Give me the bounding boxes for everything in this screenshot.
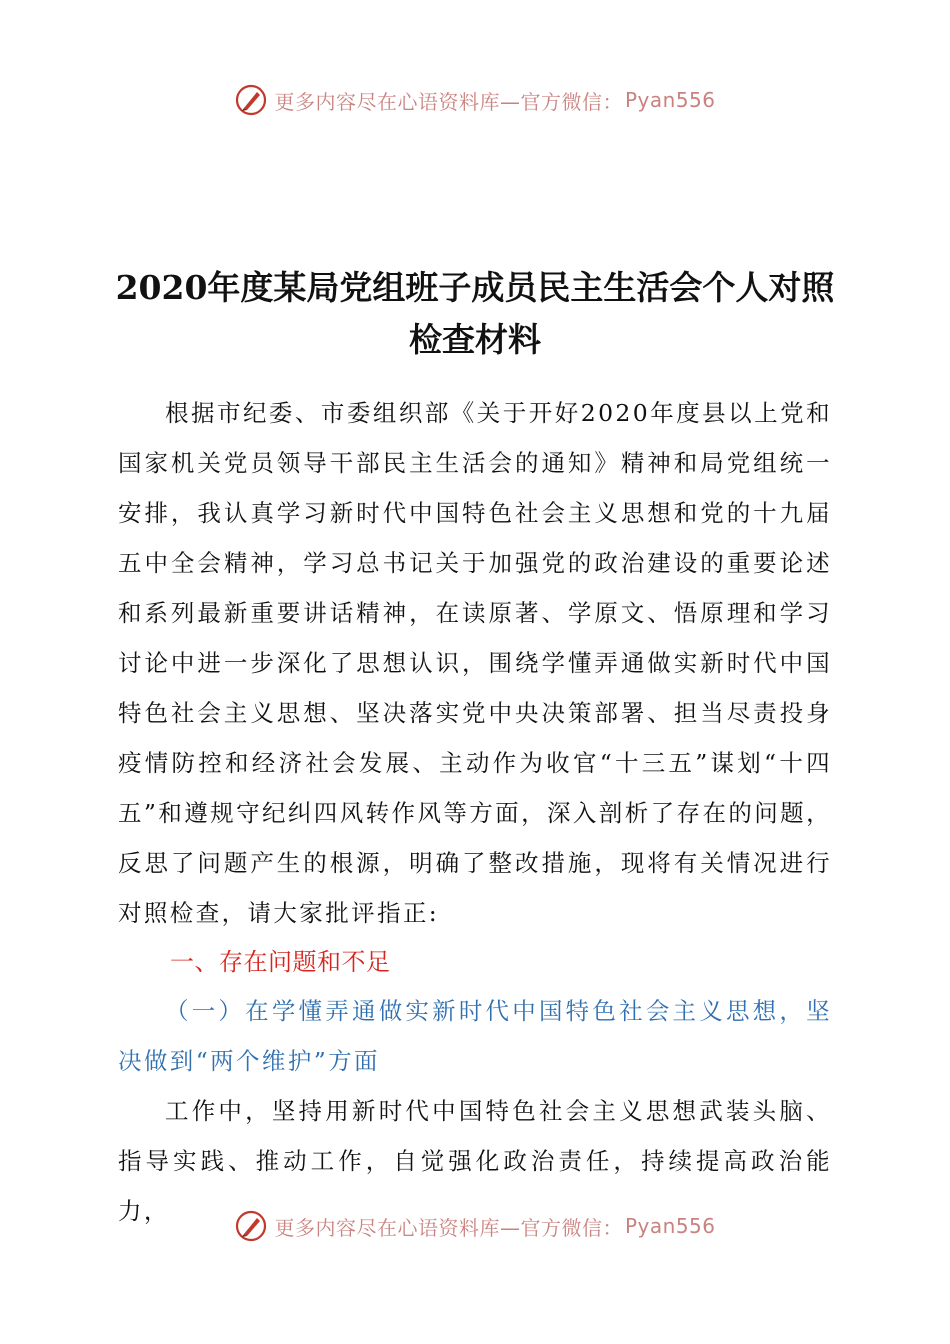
watermark-footer — [0, 1206, 950, 1246]
pen-circle-logo-icon — [234, 83, 268, 117]
watermark-wechat-id: Pyan556 — [624, 88, 716, 112]
intro-paragraph: 根据市纪委、市委组织部《关于开好2020年度县以上党和国家机关党员领导干部民主生活会的通知》精神和局党组统一安排，我认真学习新时代中国特色社会主义思想和党的十九届五中全会精神，学习总书记关于加强党的政治建设的重要论述和系列最新重要讲话精神，在读原著、学原文、悟原理和学习讨论中进一步深化了思想认识，围绕学懂弄通做实新时代中国特色社会主义思想、坚决落实党中央决策部署、担当尽责投身疫情防控和经济社会发展、主动作为收官“十三五”谋划“十四五”和遵规守纪纠四风转作风等方面，深入剖析了存在的问题，反思了问题产生的根源，明确了整改措施，现将有关情况进行对照检查，请大家批评指正: — [118, 399, 832, 927]
watermark-text: 更多内容尽在心语资料库—官方微信： — [274, 89, 623, 114]
document-body — [118, 388, 832, 1236]
watermark-header — [0, 80, 950, 120]
document-title: 2020年度某局党组班子成员民主生活会个人对照检查材料 — [115, 268, 835, 359]
watermark-text: 更多内容尽在心语资料库—官方微信： — [274, 1215, 623, 1240]
subsection-heading: （一）在学懂弄通做实新时代中国特色社会主义思想，坚决做到“两个维护”方面 — [118, 997, 832, 1075]
section-heading: 一、存在问题和不足 — [170, 948, 391, 976]
pen-circle-logo-icon — [234, 1209, 268, 1243]
body-paragraph: 工作中，坚持用新时代中国特色社会主义思想武装头脑、指导实践、推动工作，自觉强化政治责任，持续提高政治能力， — [118, 1097, 832, 1225]
watermark-wechat-id: Pyan556 — [624, 1214, 716, 1238]
